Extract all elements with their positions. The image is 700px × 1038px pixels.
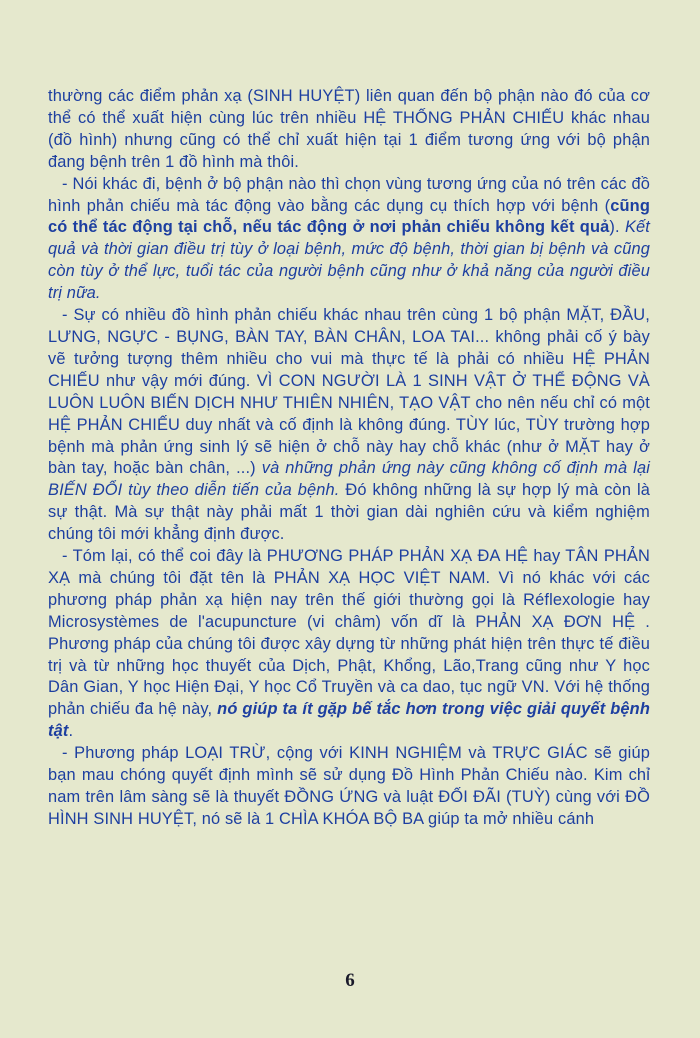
paragraph-3 xyxy=(48,305,650,546)
text-run: Đó không những là sự hợp lý mà còn là sự thật. Mà sự thật này phải mất 1 thời gian dài nghiên cứu và kiểm nghiệm chúng tôi mới khẳng định được. xyxy=(48,481,651,544)
text-run: Kết quả và thời gian điều trị tùy ở loại bệnh, mức độ bệnh, thời gian bị bệnh và cũng còn tùy ở thể lực, tuổi tác của người bệnh cũng như ở khả năng của người điều trị nữa. xyxy=(48,218,650,303)
paragraph-4 xyxy=(48,546,650,743)
text-run: thường các điểm phản xạ (SINH HUYỆT) liên quan đến bộ phận nào đó của cơ thể có thể xuất hiện cùng lúc trên nhiều HỆ THỐNG PHẢN CHIẾU khác nhau (đồ hình) nhưng cũng có thể chỉ xuất hiện tại 1 điểm tương ứng với bộ phận đang bệnh trên 1 đồ hình mà thôi. xyxy=(48,87,650,171)
text-run: ). xyxy=(609,218,625,237)
text-run: - Tóm lại, có thể coi đây là PHƯƠNG PHÁP PHẢN XẠ ĐA HỆ hay TÂN PHẢN XẠ mà chúng tôi đặt tên là PHẢN XẠ HỌC VIỆT NAM. Vì nó khác với các phương pháp phản xạ hiện nay trên thế giới thường gọi là Réflexologie hay Microsystèmes de l'acupuncture (vi châm) vốn dĩ là PHẢN XẠ ĐƠN HỆ . Phương pháp của chúng tôi được xây dựng từ những phát hiện trên thực tế điều trị và từ những học thuyết của Dịch, Phật, Khổng, Lão,Trang cũng như Y học Dân Gian, Y học Hiện Đại, Y học Cổ Truyền và ca dao, tục ngữ VN. Với hệ thống phản chiếu đa hệ này, xyxy=(48,547,650,719)
paragraph-2 xyxy=(48,174,650,305)
text-run: và những phản ứng này cũng không cố định mà lại BIẾN ĐỔI tùy theo diễn tiến của bệnh. xyxy=(48,459,650,500)
paragraph-5 xyxy=(48,743,650,831)
text-run: cũng có thể tác động tại chỗ, nếu tác động ở nơi phản chiếu không kết quả xyxy=(48,196,650,237)
text-run: nó giúp ta ít gặp bế tắc hơn trong việc giải quyết bệnh tật xyxy=(48,700,650,741)
body-text xyxy=(48,86,650,831)
text-run: - Nói khác đi, bệnh ở bộ phận nào thì chọn vùng tương ứng của nó trên các đồ hình phản chiếu mà tác động vào bằng các dụng cụ thích hợp với bệnh ( xyxy=(48,174,650,215)
text-run: - Phương pháp LOẠI TRỪ, cộng với KINH NGHIỆM và TRỰC GIÁC sẽ giúp bạn mau chóng quyết định mình sẽ sử dụng Đồ Hình Phản Chiếu nào. Kim chỉ nam trên lâm sàng sẽ là thuyết ĐỒNG ỨNG và luật ĐỐI ĐÃI (TUỲ) cùng với ĐỒ HÌNH SINH HUYỆT, nó sẽ là 1 CHÌA KHÓA BỘ BA giúp ta mở nhiều cánh xyxy=(48,744,650,828)
page-number: 6 xyxy=(345,970,355,991)
text-run: . xyxy=(68,722,74,741)
paragraph-1 xyxy=(48,86,650,174)
text-run: - Sự có nhiều đồ hình phản chiếu khác nhau trên cùng 1 bộ phận MẶT, ĐẦU, LƯNG, NGỰC - BỤNG, BÀN TAY, BÀN CHÂN, LOA TAI... không phải cố ý bày vẽ tưởng tượng thêm nhiều cho vui mà thực tế là phải có nhiều HỆ PHẢN CHIẾU như vậy mới đúng. VÌ CON NGƯỜI LÀ 1 SINH VẬT Ở THỂ ĐỘNG VÀ LUÔN LUÔN BIẾN DỊCH NHƯ THIÊN NHIÊN, TẠO VẬT cho nên nếu chỉ có một HỆ PHẢN CHIẾU duy nhất và cố định là không đúng. TÙY lúc, TÙY trường hợp bệnh mà phản ứng sinh lý sẽ hiện ở chỗ này hay chỗ khác (như ở MẶT hay ở bàn tay, hoặc bàn chân, ...) xyxy=(48,306,650,478)
